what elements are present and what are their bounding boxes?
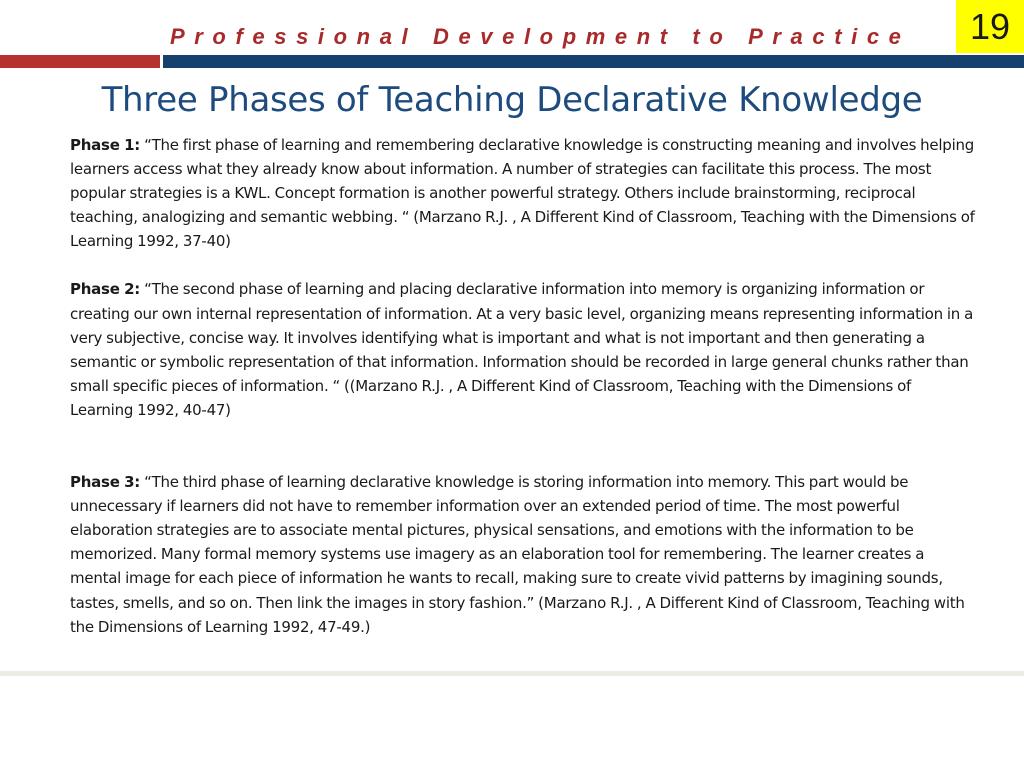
phase-2-paragraph bbox=[70, 277, 975, 422]
body-text bbox=[70, 133, 975, 639]
phase-1-text: “The first phase of learning and remembering declarative knowledge is constructing meaning and involves helping learners access what they already know about information. A number of strategies can facilitate this process. The most popular strategies is a KWL. Concept formation is another powerful strategy. Others include brainstorming, reciprocal teaching, analogizing and semantic webbing. “ (Marzano R.J. , A Different Kind of Classroom, Teaching with the Dimensions of Learning 1992, 37-40) bbox=[70, 136, 975, 251]
page-number: 19 bbox=[956, 0, 1024, 53]
slide-title: Three Phases of Teaching Declarative Knowledge bbox=[101, 80, 923, 120]
phase-3-text: “The third phase of learning declarative knowledge is storing information into memory. This part would be unnecessary if learners did not have to remember information over an extended period of time. The most powerful elaboration strategies are to associate mental pictures, physical sensations, and emotions with the information to be memorized. Many formal memory systems use imagery as an elaboration tool for remembering. The learner creates a mental image for each piece of information he wants to recall, making sure to create vivid patterns by imagining sounds, tastes, smells, and so on. Then link the images in story fashion.” (Marzano R.J. , A Different Kind of Classroom, Teaching with the Dimensions of Learning 1992, 47-49.) bbox=[70, 473, 965, 636]
phase-2-text: “The second phase of learning and placing declarative information into memory is organizing information or creating our own internal representation of information. At a very basic level, organizing means representing information in a very subjective, concise way. It involves identifying what is important and what is not important and then generating a semantic or symbolic representation of that information. Information should be recorded in large general chunks rather than small specific pieces of information. “ ((Marzano R.J. , A Different Kind of Classroom, Teaching with the Dimensions of Learning 1992, 40-47) bbox=[70, 280, 974, 419]
phase-2-label: Phase 2: bbox=[70, 280, 141, 299]
phase-1-label: Phase 1: bbox=[70, 136, 141, 154]
footer-divider bbox=[0, 671, 1024, 676]
header-title: Professional Development to Practice bbox=[170, 24, 911, 49]
header-band-red bbox=[0, 55, 160, 68]
phase-3-paragraph bbox=[70, 470, 975, 639]
header-band-blue bbox=[163, 55, 1024, 68]
phase-3-label: Phase 3: bbox=[70, 473, 141, 492]
phase-1-paragraph bbox=[70, 133, 975, 253]
